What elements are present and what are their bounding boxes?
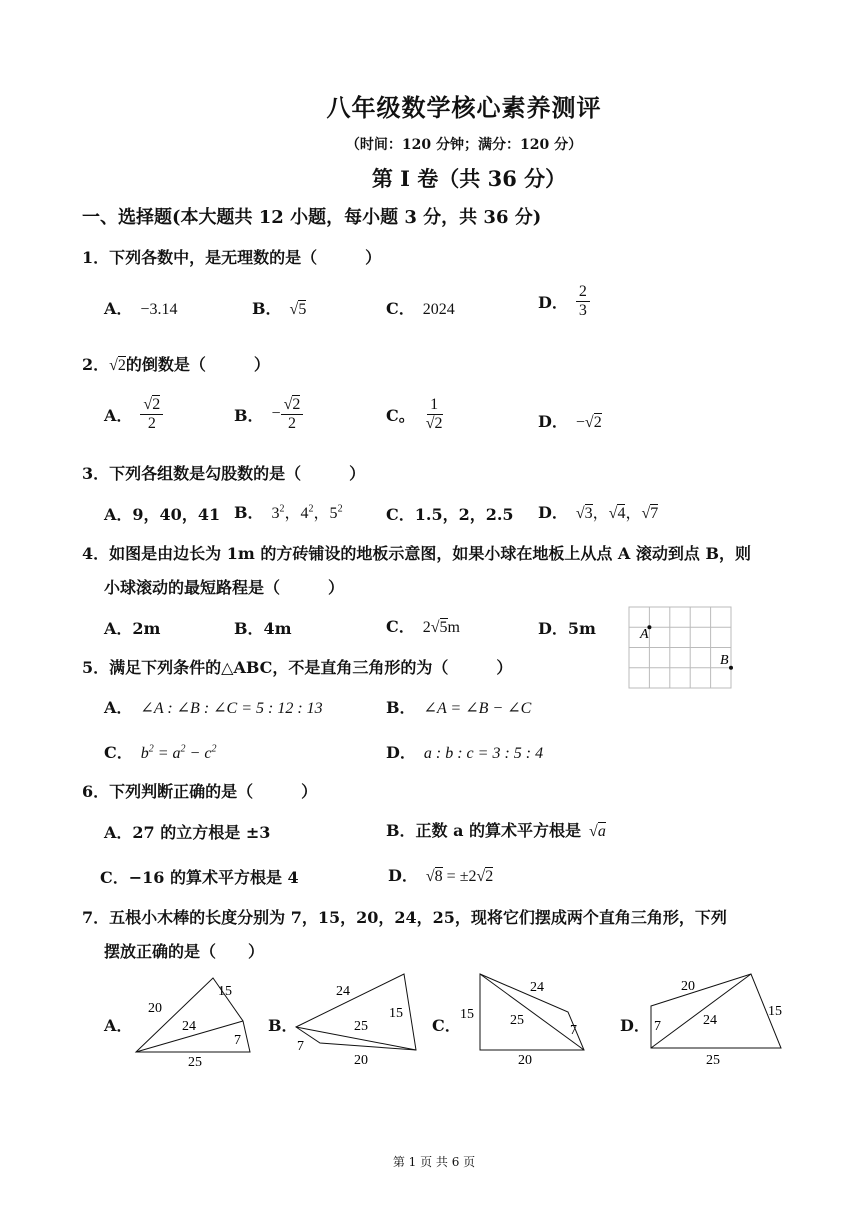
question-5-stem: 5．满足下列条件的△ABC，不是直角三角形的为（ ） <box>82 658 513 677</box>
q7-option-c-figure <box>458 968 590 1066</box>
floor-grid-figure <box>628 606 734 690</box>
q6-option-d[interactable]: D． √8 = ±2√2 <box>388 866 494 885</box>
side-length-label: 25 <box>706 1053 720 1066</box>
point-b-marker <box>729 666 733 670</box>
question-3-stem: 3．下列各组数是勾股数的是（ ） <box>82 464 366 483</box>
question-1-stem: 1．下列各数中，是无理数的是（ ） <box>82 248 382 267</box>
q7-option-b-figure <box>292 970 422 1068</box>
q2-option-a[interactable]: A． $\frac{√2}{2}$ <box>104 396 163 432</box>
side-length-label: 7 <box>234 1033 241 1048</box>
point-a-label: A <box>640 627 649 642</box>
question-4-line1: 4．如图是由边长为 1m 的方砖铺设的地板示意图，如果小球在地板上从点 A 滚动到点 B，则 <box>82 544 751 563</box>
q5-option-d[interactable]: D． a : b : c = 3 : 5 : 4 <box>386 743 544 762</box>
q2-option-b[interactable]: B． − $\frac{√2}{2}$ <box>234 396 303 432</box>
point-b-label: B <box>720 653 729 668</box>
side-length-label: 20 <box>518 1053 532 1066</box>
question-6-stem: 6．下列判断正确的是（ ） <box>82 782 318 801</box>
q3-option-d[interactable]: D． √3，√4，√7 <box>538 503 659 522</box>
question-7-line1: 7．五根小木棒的长度分别为 7，15，20，24，25，现将它们摆成两个直角三角形，下列 <box>82 908 727 927</box>
side-length-label: 25 <box>354 1019 368 1034</box>
volume-heading: 第 I 卷（共 36 分） <box>371 166 567 191</box>
side-length-label: 24 <box>182 1019 196 1034</box>
q4-option-b[interactable]: B．4m <box>234 619 292 638</box>
q1-option-c[interactable]: C． 2024 <box>386 299 455 318</box>
side-length-label: 20 <box>681 979 695 994</box>
side-length-label: 25 <box>188 1055 202 1068</box>
q7-option-a-label[interactable]: A． <box>104 1016 133 1035</box>
side-length-label: 24 <box>530 980 544 995</box>
side-length-label: 15 <box>389 1006 403 1021</box>
side-length-label: 15 <box>768 1004 782 1019</box>
question-4-line2: 小球滚动的最短路程是（ ） <box>104 578 345 597</box>
q3-option-c[interactable]: C．1.5，2，2.5 <box>386 505 514 524</box>
q1-option-d[interactable]: D． $\frac{2}{3}$ <box>538 283 590 319</box>
question-2-stem: 2．√2的倒数是（ ） <box>82 355 270 374</box>
q1-option-b[interactable]: B． √5 <box>252 299 307 318</box>
side-length-label: 7 <box>570 1023 577 1038</box>
page-footer: 第 1 页 共 6 页 <box>392 1155 476 1169</box>
q4-option-d[interactable]: D．5m <box>538 619 596 638</box>
q4-option-a[interactable]: A．2m <box>104 619 161 638</box>
side-length-label: 24 <box>703 1013 717 1028</box>
q5-option-c[interactable]: C． $b^2 = a^2 - c^2$ <box>104 743 217 762</box>
side-length-label: 7 <box>297 1039 304 1054</box>
section-heading: 一、选择题(本大题共 12 小题，每小题 3 分，共 36 分) <box>82 207 542 228</box>
q7-option-b-label[interactable]: B． <box>268 1016 298 1035</box>
q6-option-b[interactable]: B．正数 a 的算术平方根是 √a <box>386 821 606 840</box>
q6-option-c[interactable]: C．−16 的算术平方根是 4 <box>100 868 299 887</box>
side-length-label: 15 <box>218 984 232 999</box>
q7-option-d-figure <box>646 968 786 1066</box>
q7-option-c-label[interactable]: C． <box>432 1016 461 1035</box>
q3-option-a[interactable]: A．9，40，41 <box>104 505 221 524</box>
q7-option-a-figure <box>130 972 270 1068</box>
question-7-line2: 摆放正确的是（ ） <box>104 942 265 961</box>
q5-option-b[interactable]: B． ∠A = ∠B − ∠C <box>386 698 532 717</box>
q1-option-a[interactable]: A． −3.14 <box>104 299 178 318</box>
exam-info: （时间：120 分钟；满分：120 分） <box>345 137 583 153</box>
q6-option-a[interactable]: A．27 的立方根是 ±3 <box>104 823 271 842</box>
side-length-label: 20 <box>148 1001 162 1016</box>
page-title: 八年级数学核心素养测评 <box>326 93 602 122</box>
side-length-label: 24 <box>336 984 350 999</box>
side-length-label: 20 <box>354 1053 368 1068</box>
q4-option-c[interactable]: C． 2√5m <box>386 617 460 636</box>
q7-option-d-label[interactable]: D． <box>620 1016 650 1035</box>
q3-option-b[interactable]: B． $3^2$，$4^2$，$5^2$ <box>234 503 343 522</box>
q2-option-c[interactable]: C。 $\frac{1}{√2}$ <box>386 396 443 432</box>
side-length-label: 25 <box>510 1013 524 1028</box>
side-length-label: 7 <box>654 1019 661 1034</box>
q2-option-d[interactable]: D． −√2 <box>538 412 602 431</box>
side-length-label: 15 <box>460 1007 474 1022</box>
q5-option-a[interactable]: A． ∠A : ∠B : ∠C = 5 : 12 : 13 <box>104 698 323 717</box>
